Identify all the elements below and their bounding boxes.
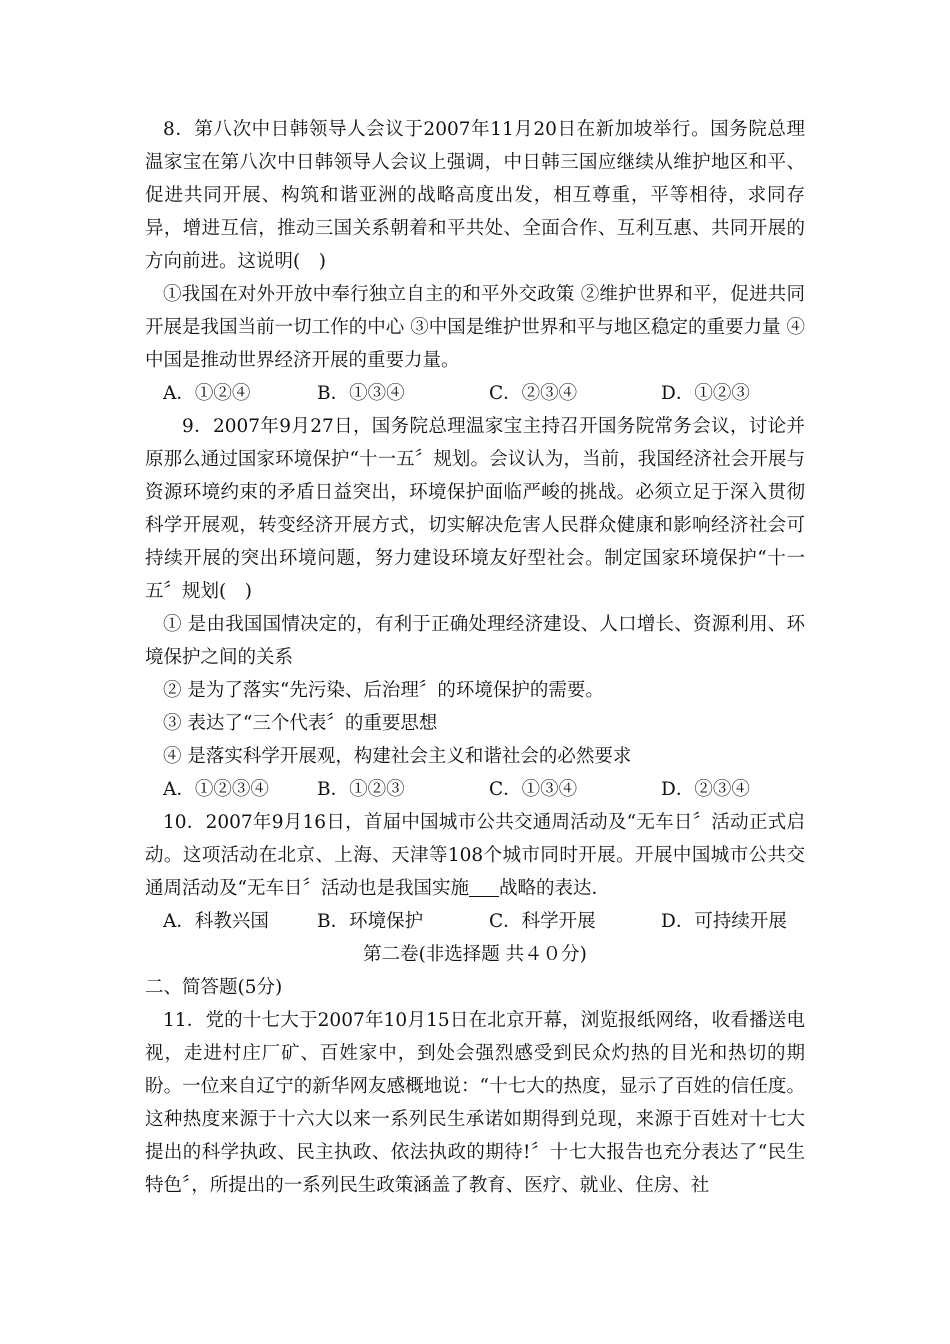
question-8-statements: ①我国在对外开放中奉行独立自主的和平外交政策 ②维护世界和平，促进共同开展是我国当前一切工作的中心 ③中国是维护世界和平与地区稳定的重要力量 ④中国是推动世界经济开展的重要力量。 xyxy=(145,284,805,371)
q8-option-d: D．①②③ xyxy=(661,383,750,404)
question-8-options xyxy=(145,377,805,410)
q9-option-d: D．②③④ xyxy=(661,779,750,800)
q8-option-b: B．①③④ xyxy=(317,383,405,404)
part-2-title: 第二卷(非选择题 共４０分) xyxy=(363,944,587,965)
q10-option-d: D．可持续开展 xyxy=(661,911,787,932)
q9-option-b: B．①②③ xyxy=(317,779,405,800)
answer-blank xyxy=(469,876,499,897)
question-9-stem: 9．2007年9月27日，国务院总理温家宝主持召开国务院常务会议，讨论并原那么通过国家环境保护“十一五〞规划。会议认为，当前，我国经济社会开展与资源环境约束的矛盾日益突出，环境保护面临严峻的挑战。必须立足于深入贯彻科学开展观，转变经济开展方式，切实解决危害人民群众健康和影响经济社会可持续开展的突出环境问题，努力建设环境友好型社会。制定国家环境保护“十一五〞规划( ) xyxy=(145,416,805,602)
section-2-heading: 二、简答题(5分) xyxy=(145,977,283,998)
q9-option-c: C．①③④ xyxy=(489,779,578,800)
q10-option-c: C．科学开展 xyxy=(489,911,596,932)
q10-option-b: B．环境保护 xyxy=(317,911,424,932)
q8-option-c: C．②③④ xyxy=(489,383,578,404)
q10-stem-after-blank: 战略的表达． xyxy=(498,878,610,899)
q9-statement-2: ② 是为了落实“先污染、后治理〞的环境保护的需要。 xyxy=(163,680,604,701)
question-9-options xyxy=(145,773,805,806)
q10-stem-before-blank: 10．2007年9月16日，首届中国城市公共交通周活动及“无车日〞活动正式启动。这项活动在北京、上海、天津等108个城市同时开展。开展中国城市公共交通周活动及“无车日〞活动也是我国实施 xyxy=(145,812,805,899)
q9-statement-1: ① 是由我国国情决定的，有利于正确处理经济建设、人口增长、资源利用、环境保护之间的关系 xyxy=(145,614,805,668)
question-11-stem: 11．党的十七大于2007年10月15日在北京开幕，浏览报纸网络，收看播送电视，走进村庄厂矿、百姓家中，到处会强烈感受到民众灼热的目光和热切的期盼。一位来自辽宁的新华网友感概地说：“十七大的热度，显示了百姓的信任度。这种热度来源于十六大以来一系列民生承诺如期得到兑现，来源于百姓对十七大提出的科学执政、民主执政、依法执政的期待!〞十七大报告也充分表达了“民生特色〞，所提出的一系列民生政策涵盖了教育、医疗、就业、住房、社 xyxy=(145,1010,805,1196)
q9-statement-4: ④ 是落实科学开展观，构建社会主义和谐社会的必然要求 xyxy=(163,746,632,767)
q9-statement-3: ③ 表达了“三个代表〞的重要思想 xyxy=(163,713,438,734)
question-10-stem xyxy=(145,806,805,905)
question-10-options xyxy=(145,905,805,938)
document-body xyxy=(145,113,805,1202)
q10-option-a: A．科教兴国 xyxy=(163,911,269,932)
q8-option-a: A．①②④ xyxy=(163,383,251,404)
question-8-stem: 8．第八次中日韩领导人会议于2007年11月20日在新加坡举行。国务院总理温家宝在第八次中日韩领导人会议上强调，中日韩三国应继续从维护地区和平、促进共同开展、构筑和谐亚洲的战略高度出发，相互尊重，平等相待，求同存异，增进互信，推动三国关系朝着和平共处、全面合作、互利互惠、共同开展的方向前进。这说明( ) xyxy=(145,119,805,272)
q9-option-a: A．①②③④ xyxy=(163,779,269,800)
